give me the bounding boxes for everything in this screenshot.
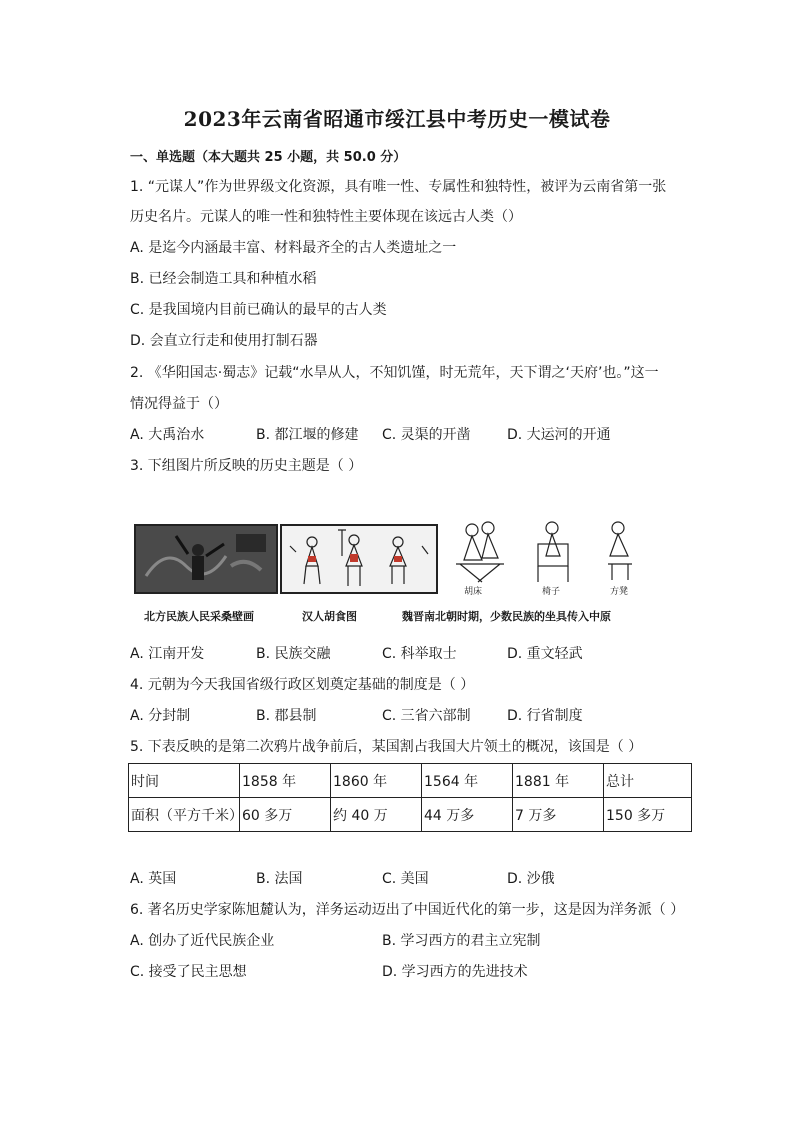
q2-option-c: C. 灵渠的开凿 [382, 427, 471, 443]
label-fangdeng: 方凳 [610, 587, 629, 597]
table-cell: 7 万多 [513, 798, 604, 832]
q5-option-d: D. 沙俄 [507, 871, 555, 887]
table-row [129, 798, 692, 832]
table-cell: 150 多万 [604, 798, 692, 832]
mulberry-mural-image [134, 524, 278, 594]
q1-stem-line1: 1. “元谋人”作为世界级文化资源，具有唯一性、专属性和独特性，被评为云南省第一张 [130, 179, 667, 195]
q2-option-d: D. 大运河的开通 [507, 427, 611, 443]
label-yizi: 椅子 [542, 587, 561, 597]
q3-option-c: C. 科举取士 [382, 646, 457, 662]
q4-option-b: B. 郡县制 [256, 708, 317, 724]
table-cell: 1860 年 [331, 764, 422, 798]
q4-stem: 4. 元朝为今天我国省级行政区划奠定基础的制度是（ ） [130, 677, 475, 693]
table-cell: 约 40 万 [331, 798, 422, 832]
q1-option-d: D. 会直立行走和使用打制石器 [130, 333, 318, 349]
table-row [129, 764, 692, 798]
q5-option-a: A. 英国 [130, 871, 177, 887]
q6-option-d: D. 学习西方的先进技术 [382, 964, 528, 980]
q1-option-a: A. 是迄今内涵最丰富、材料最齐全的古人类遗址之一 [130, 240, 457, 256]
han-barbarian-food-image [280, 524, 438, 594]
table-cell: 1881 年 [513, 764, 604, 798]
seating-furniture-image [442, 520, 648, 600]
q2-stem-line2: 情况得益于（） [130, 396, 228, 412]
q6-option-b: B. 学习西方的君主立宪制 [382, 933, 541, 949]
q3-option-a: A. 江南开发 [130, 646, 205, 662]
q4-option-d: D. 行省制度 [507, 708, 583, 724]
q4-option-c: C. 三省六部制 [382, 708, 471, 724]
table-cell: 44 万多 [422, 798, 513, 832]
q3-option-d: D. 重文轻武 [507, 646, 583, 662]
table-cell: 面积（平方千米） [129, 798, 240, 832]
exam-title: 2023年云南省昭通市绥江县中考历史一模试卷 [183, 107, 611, 131]
q3-figure [130, 520, 650, 630]
q1-option-c: C. 是我国境内目前已确认的最早的古人类 [130, 302, 387, 318]
q6-option-a: A. 创办了近代民族企业 [130, 933, 275, 949]
caption-mulberry-mural: 北方民族人民采桑壁画 [144, 610, 254, 623]
q6-option-c: C. 接受了民主思想 [130, 964, 247, 980]
section-heading: 一、单选题（本大题共 25 小题，共 50.0 分） [130, 150, 407, 165]
caption-han-food: 汉人胡食图 [302, 610, 357, 623]
q2-option-b: B. 都江堰的修建 [256, 427, 359, 443]
q3-stem: 3. 下组图片所反映的历史主题是（ ） [130, 458, 363, 474]
q5-territory-table [128, 763, 692, 832]
q5-stem: 5. 下表反映的是第二次鸦片战争前后，某国割占我国大片领土的概况，该国是（ ） [130, 739, 643, 755]
q5-option-c: C. 美国 [382, 871, 429, 887]
table-cell: 时间 [129, 764, 240, 798]
q2-option-a: A. 大禹治水 [130, 427, 205, 443]
q3-option-b: B. 民族交融 [256, 646, 331, 662]
table-cell: 1858 年 [240, 764, 331, 798]
table-cell: 1564 年 [422, 764, 513, 798]
table-cell: 60 多万 [240, 798, 331, 832]
q1-option-b: B. 已经会制造工具和种植水稻 [130, 271, 317, 287]
caption-seating: 魏晋南北朝时期，少数民族的坐具传入中原 [402, 610, 611, 623]
q6-stem: 6. 著名历史学家陈旭麓认为，洋务运动迈出了中国近代化的第一步，这是因为洋务派（ ） [130, 902, 685, 918]
q2-stem-line1: 2. 《华阳国志·蜀志》记载“水旱从人，不知饥馑，时无荒年，天下谓之‘天府’也。”这一 [130, 365, 659, 381]
q5-option-b: B. 法国 [256, 871, 303, 887]
table-cell: 总计 [604, 764, 692, 798]
label-huchuang: 胡床 [464, 587, 483, 597]
q4-option-a: A. 分封制 [130, 708, 191, 724]
q1-stem-line2: 历史名片。元谋人的唯一性和独特性主要体现在该远古人类（） [130, 209, 522, 225]
